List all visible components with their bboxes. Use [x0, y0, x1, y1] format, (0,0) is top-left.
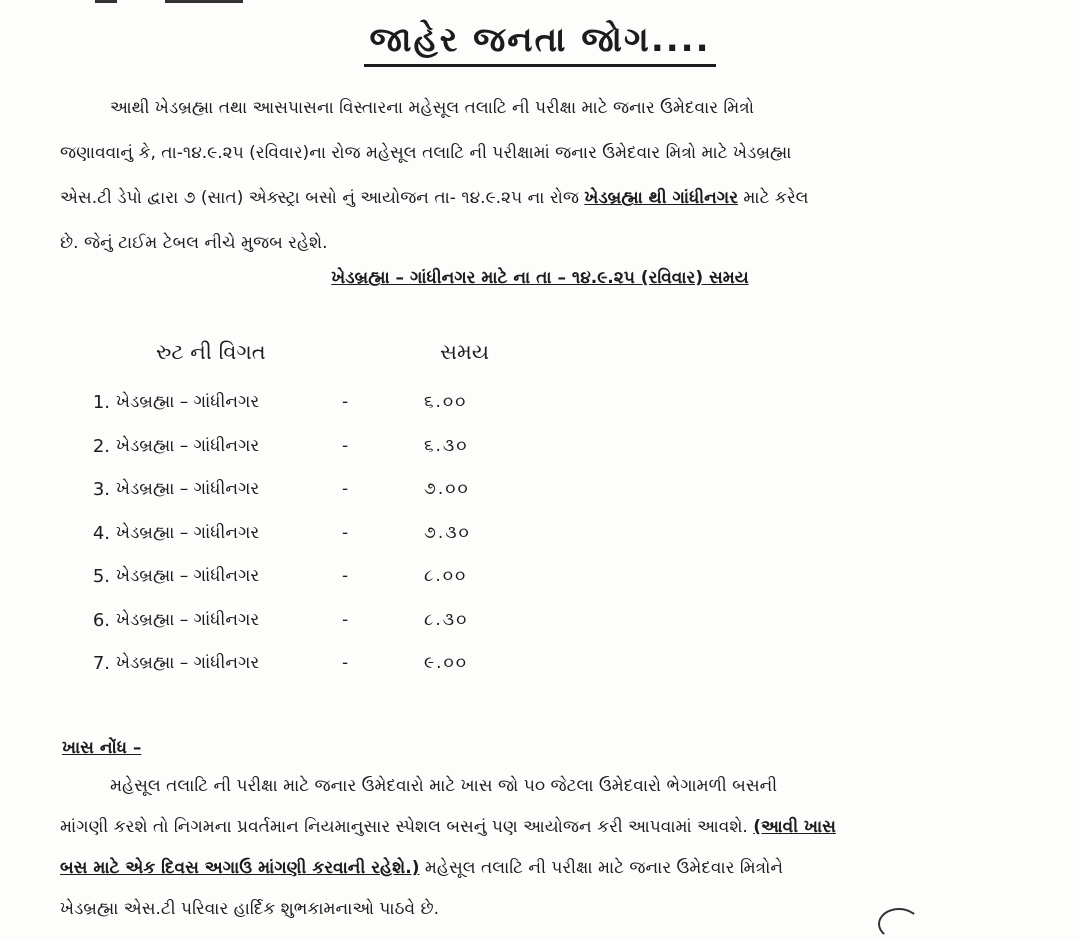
row-route: ખેડબ્રહ્મા – ગાંધીનગર — [116, 566, 260, 586]
row-separator: - — [342, 479, 349, 499]
column-header-route: રુટ ની વિગત — [156, 340, 266, 364]
timetable-header — [84, 340, 604, 382]
signature-mark — [878, 908, 920, 940]
table-row — [84, 600, 604, 644]
row-separator: - — [342, 435, 349, 456]
schedule-heading: ખેડબ્રહ્મા – ગાંધીનગર માટે ના તા – ૧૪.૯.૨૫ (રવિવાર) સમય — [331, 268, 749, 288]
row-time: ૮.૩૦ — [424, 609, 469, 630]
row-route: ખેડબ્રહ્મા – ગાંધીનગર — [116, 479, 260, 499]
row-separator: - — [342, 566, 349, 586]
special-note-paragraph — [60, 766, 1025, 930]
row-route: ખેડબ્રહ્મા – ગાંધીનગર — [116, 435, 260, 456]
intro-line-2: જણાવવાનું કે, તા-૧૪.૯.૨૫ (રવિવાર)ના રોજ મહેસૂલ તલાટિ ની પરીક્ષામાં જનાર ઉમેદવાર મિત્રો માટે ખેડબ્રહ્મા — [60, 143, 792, 163]
row-number: 1. — [92, 392, 110, 413]
timetable — [84, 340, 604, 687]
note-line-1: મહેસૂલ તલાટિ ની પરીક્ષા માટે જનાર ઉમેદવારો માટે ખાસ જો ૫૦ જેટલા ઉમેદવારો ભેગામળી બસની — [110, 776, 778, 796]
row-route: ખેડબ્રહ્મા – ગાંધીનગર — [116, 522, 260, 543]
row-route: ખેડબ્રહ્મા – ગાંધીનગર — [116, 392, 260, 412]
intro-line-3-end: માટે કરેલ — [738, 188, 809, 208]
row-number: 7. — [92, 653, 110, 674]
table-row — [84, 469, 604, 513]
row-time: ૯.૦૦ — [424, 653, 468, 673]
row-separator: - — [342, 609, 349, 630]
intro-line-3 — [60, 176, 1020, 221]
intro-route-highlight: ખેડબ્રહ્મા થી ગાંધીનગર — [584, 188, 738, 208]
intro-paragraph — [60, 86, 1020, 266]
row-number: 6. — [92, 609, 110, 631]
intro-line-3-start: એસ.ટી ડેપો દ્વારા ૭ (સાત) એક્સ્ટ્રા બસો નું આયોજન તા- ૧૪.૯.૨૫ ના રોજ — [60, 188, 585, 208]
row-number: 5. — [92, 566, 110, 587]
intro-line-4: છે. જેનું ટાઈમ ટેબલ નીચે મુજબ રહેશે. — [60, 233, 328, 253]
note-line-3-end: મહેસૂલ તલાટિ ની પરીક્ષા માટે જનાર ઉમેદવાર મિત્રોને — [419, 858, 784, 878]
notice-title — [0, 20, 1080, 60]
row-number: 4. — [92, 522, 110, 544]
notice-title-text: જાહેર જનતા જોગ.... — [364, 20, 717, 67]
row-separator: - — [342, 653, 349, 673]
table-row — [84, 643, 604, 687]
row-separator: - — [342, 522, 349, 543]
special-note-heading: ખાસ નોંધ – — [62, 738, 142, 758]
top-edge-marks — [95, 0, 245, 4]
row-time: ૭.૩૦ — [424, 522, 471, 543]
row-time: ૭.૦૦ — [424, 479, 470, 499]
table-row — [84, 513, 604, 557]
row-time: ૬.૦૦ — [424, 392, 468, 412]
row-separator: - — [342, 392, 349, 412]
row-time: ૬.૩૦ — [424, 435, 469, 456]
note-line-2-start: માંગણી કરશે તો નિગમના પ્રવર્તમાન નિયમાનુસાર સ્પેશલ બસનું પણ આયોજન કરી આપવામાં આવશે. — [60, 817, 754, 837]
row-time: ૮.૦૦ — [424, 566, 468, 586]
note-line-2 — [60, 807, 1025, 848]
table-row — [84, 382, 604, 426]
table-row — [84, 556, 604, 600]
note-line-3 — [60, 848, 1025, 889]
row-route: ખેડબ્રહ્મા – ગાંધીનગર — [116, 653, 260, 673]
row-number: 3. — [92, 479, 110, 500]
note-highlight-start: (આવી ખાસ — [753, 817, 836, 837]
intro-line-1: આથી ખેડબ્રહ્મા તથા આસપાસના વિસ્તારના મહેસૂલ તલાટિ ની પરીક્ષા માટે જનાર ઉમેદવાર મિત્રો — [110, 98, 754, 118]
note-line-4: ખેડબ્રહ્મા એસ.ટી પરિવાર હાર્દિક શુભકામનાઓ પાઠવે છે. — [60, 899, 440, 919]
table-row — [84, 426, 604, 470]
row-number: 2. — [92, 435, 110, 457]
column-header-time: સમય — [440, 340, 490, 364]
note-highlight-end: બસ માટે એક દિવસ અગાઉ માંગણી કરવાની રહેશે.) — [60, 858, 420, 878]
row-route: ખેડબ્રહ્મા – ગાંધીનગર — [116, 609, 260, 630]
